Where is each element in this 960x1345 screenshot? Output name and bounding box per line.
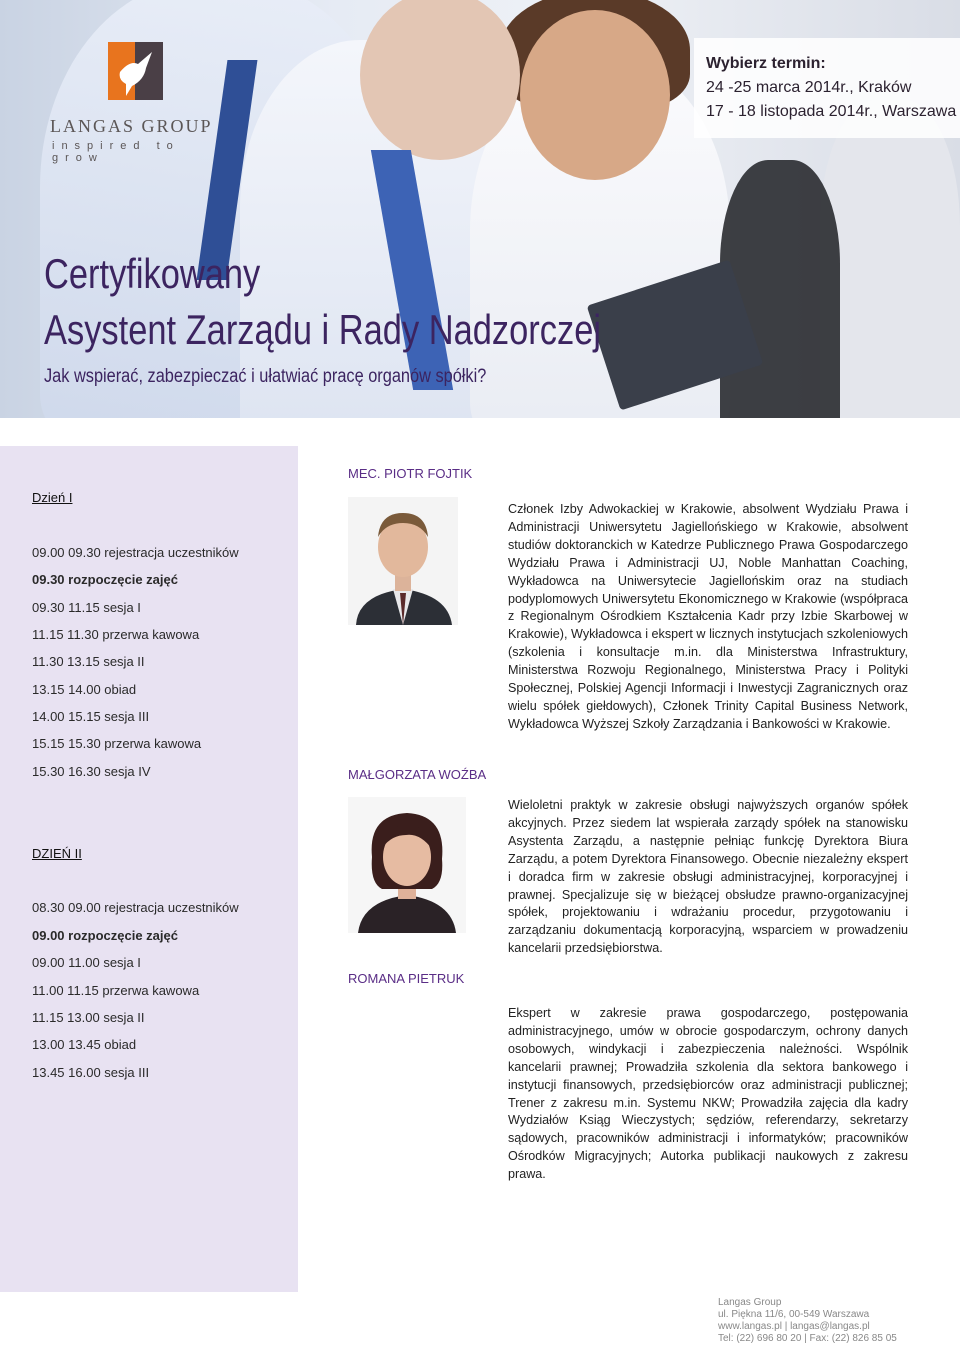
- footer-company: Langas Group: [718, 1297, 782, 1308]
- logo-tagline: inspired to grow: [52, 140, 180, 164]
- day2-heading: DZIEŃ II: [32, 846, 82, 861]
- hero-head-woman: [520, 10, 670, 180]
- page-title-line1: Certyfikowany: [44, 250, 261, 297]
- schedule-item: 13.15 14.00 obiad: [32, 682, 137, 697]
- dates-box: [694, 38, 960, 138]
- footer-contact: [718, 1297, 958, 1345]
- dates-title: Wybierz termin:: [706, 55, 826, 72]
- footer-address: ul. Piękna 11/6, 00-549 Warszawa: [718, 1309, 870, 1320]
- speaker-photo: [348, 497, 458, 625]
- schedule-item: 09.30 rozpoczęcie zajęć: [32, 572, 178, 587]
- hummingbird-logo-icon: [108, 42, 163, 100]
- woman-portrait-icon: [348, 797, 466, 933]
- logo-name: LANGAS GROUP: [50, 116, 213, 136]
- schedule-item: 11.15 11.30 przerwa kawowa: [32, 627, 200, 642]
- page-subtitle: Jak wspierać, zabezpieczać i ułatwiać pracę organów spółki?: [44, 366, 487, 387]
- speaker-bio: Członek Izby Adwokackiej w Krakowie, absolwent Wydziału Prawa i Administracji Uniwersytetu Jagiellońskiego w Krakowie, absolwent studiów doktoranckich w Katedrze Publicznego Prawa Gospodarczego Wydziału Prawa i Administracji UJ, Noble Manhattan Coaching, Wykładowca na Uniwersytecie Jagiellońskim oraz na studiach podyplomowych Uniwersytetu Ekonomicznego w Krakowie (współpraca z Regionalnym Ośrodkiem Kształcenia Kadr przy Izbie Skarbowej w Krakowie), Wykładowca i ekspert w licznych instytucjach szkoleniowych (szkolenia i konsultacje m.in. dla Ministerstwa Infrastruktury, Ministerstwa Rozwoju Regionalnego, Ministerstwa Pracy i Polityki Społecznej, Polskiej Agencji Informacji i Inwestycji Zagranicznych oraz wielu spółek giełdowych), Członek Trinity Capital Business Network, Wykładowca Wyższej Szkoły Zarządzania i Bankowości w Krakowie.: [508, 502, 908, 731]
- schedule-item: 09.00 11.00 sesja I: [32, 955, 141, 970]
- speaker-name: MAŁGORZATA WOŹBA: [348, 767, 487, 782]
- schedule-item: 09.00 09.30 rejestracja uczestników: [32, 545, 239, 560]
- schedule-item: 08.30 09.00 rejestracja uczestników: [32, 900, 239, 915]
- schedule-item: 09.30 11.15 sesja I: [32, 600, 141, 615]
- schedule-item: 15.15 15.30 przerwa kawowa: [32, 736, 202, 751]
- man-portrait-icon: [348, 497, 458, 625]
- schedule-item: 11.30 13.15 sesja II: [32, 654, 145, 669]
- footer-web-link[interactable]: www.langas.pl | langas@langas.pl: [718, 1321, 870, 1332]
- day1-heading: Dzień I: [32, 490, 73, 505]
- schedule-item: 15.30 16.30 sesja IV: [32, 764, 151, 779]
- date-option[interactable]: 17 - 18 listopada 2014r., Warszawa: [706, 103, 957, 120]
- hero-background-figure: [820, 100, 960, 418]
- schedule-item: 11.00 11.15 przerwa kawowa: [32, 983, 200, 998]
- speaker-name: ROMANA PIETRUK: [348, 971, 465, 986]
- date-option[interactable]: 24 -25 marca 2014r., Kraków: [706, 79, 912, 96]
- speaker-bio: Wieloletni praktyk w zakresie obsługi najwyższych organów spółek akcyjnych. Przez siedem lat wspierała zarządy spółek na stanowisku Asystenta Zarządu, a następnie pełniąc funkcję Dyrektora Biura Zarządu, a potem Dyrektora Finansowego. Obecnie niezależny ekspert i doradca firm w zakresie obsługi administracyjnej, korporacyjnej i prawnej. Specjalizuje się w bieżącej obsłudze prawno-organizacyjnej spółek, projektowaniu i wdrażaniu procedur, przygotowaniu i zarządzaniu dokumentacją korporacyjną, wsparciem w prowadzeniu kancelarii przedsiębiorstwa.: [508, 798, 908, 956]
- schedule-item: 13.45 16.00 sesja III: [32, 1065, 150, 1080]
- speaker-name: MEC. PIOTR FOJTIK: [348, 466, 473, 481]
- hero-banner: [0, 0, 960, 418]
- speaker-photo: [348, 797, 466, 933]
- schedule-item: 13.00 13.45 obiad: [32, 1037, 137, 1052]
- schedule-item: 09.00 rozpoczęcie zajęć: [32, 928, 178, 943]
- schedule-item: 11.15 13.00 sesja II: [32, 1010, 145, 1025]
- schedule-item: 14.00 15.15 sesja III: [32, 709, 150, 724]
- footer-phone: Tel: (22) 696 80 20 | Fax: (22) 826 85 05: [718, 1333, 897, 1344]
- page-title-line2: Asystent Zarządu i Rady Nadzorczej: [44, 306, 602, 353]
- speaker-bio: Ekspert w zakresie prawa gospodarczego, postępowania administracyjnego, umów w obrocie gospodarczym, ochrony danych osobowych, windykacji i zabezpieczenia należności. Wspólnik kancelarii prawnej; Prowadziła szkolenia dla sektora bankowego i instytucji finansowych, przedsiębiorców oraz administracji publicznej; Trener z zakresu m.in. Systemu NKW; Prowadziła zajęcia dla kadry Wydziałów Ksiąg Wieczystych; sędziów, referendarzy, sekretarzy sądowych, pracowników administracji i informatyków; pracowników Ośrodków Migracyjnych; Autorka publikacji naukowych z zakresu prawa.: [508, 1006, 908, 1182]
